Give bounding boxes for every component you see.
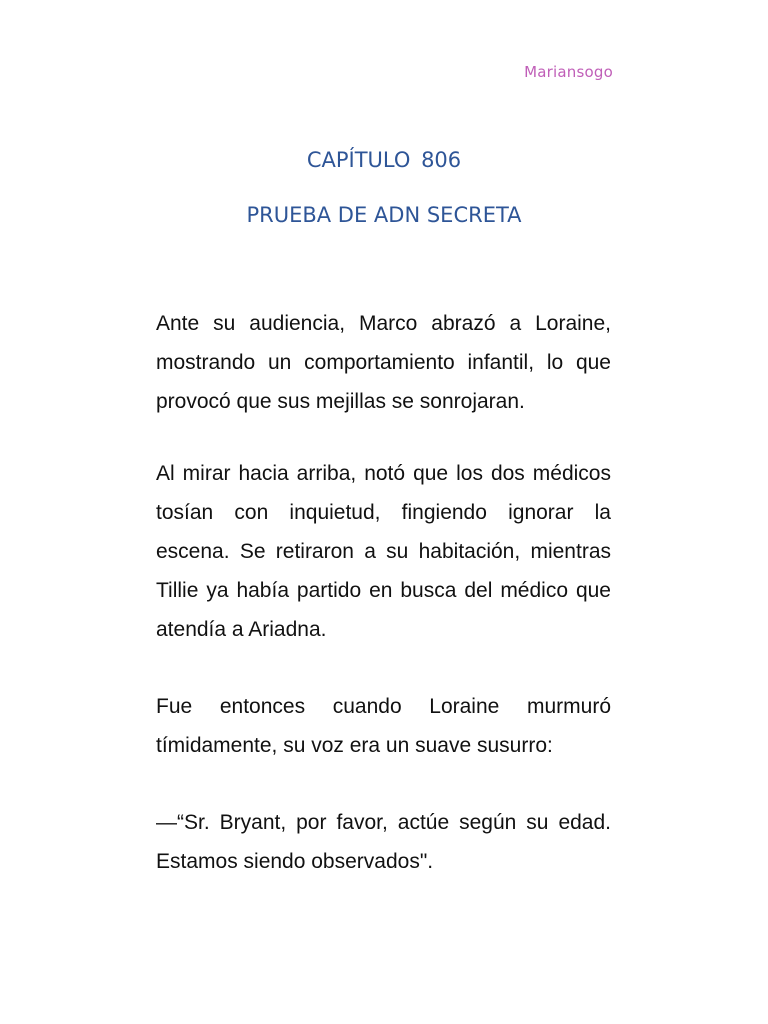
chapter-title: PRUEBA DE ADN SECRETA <box>246 203 522 227</box>
author-name: Mariansogo <box>524 63 613 81</box>
paragraph-2: Al mirar hacia arriba, notó que los dos médicos tosían con inquietud, fingiendo ignorar la escena. Se retiraron a su habitación, mientras Tillie ya había partido en busca del médico que atendía a Ariadna. <box>156 462 611 641</box>
paragraph-1: Ante su audiencia, Marco abrazó a Loraine, mostrando un comportamiento infantil, lo que provocó que sus mejillas se sonrojaran. <box>156 312 611 413</box>
paragraph-3: Fue entonces cuando Loraine murmuró tímidamente, su voz era un suave susurro: <box>156 695 611 757</box>
chapter-number: CAPÍTULO 806 <box>306 148 462 172</box>
paragraph-4: —“Sr. Bryant, por favor, actúe según su edad. Estamos siendo observados". <box>156 811 611 873</box>
